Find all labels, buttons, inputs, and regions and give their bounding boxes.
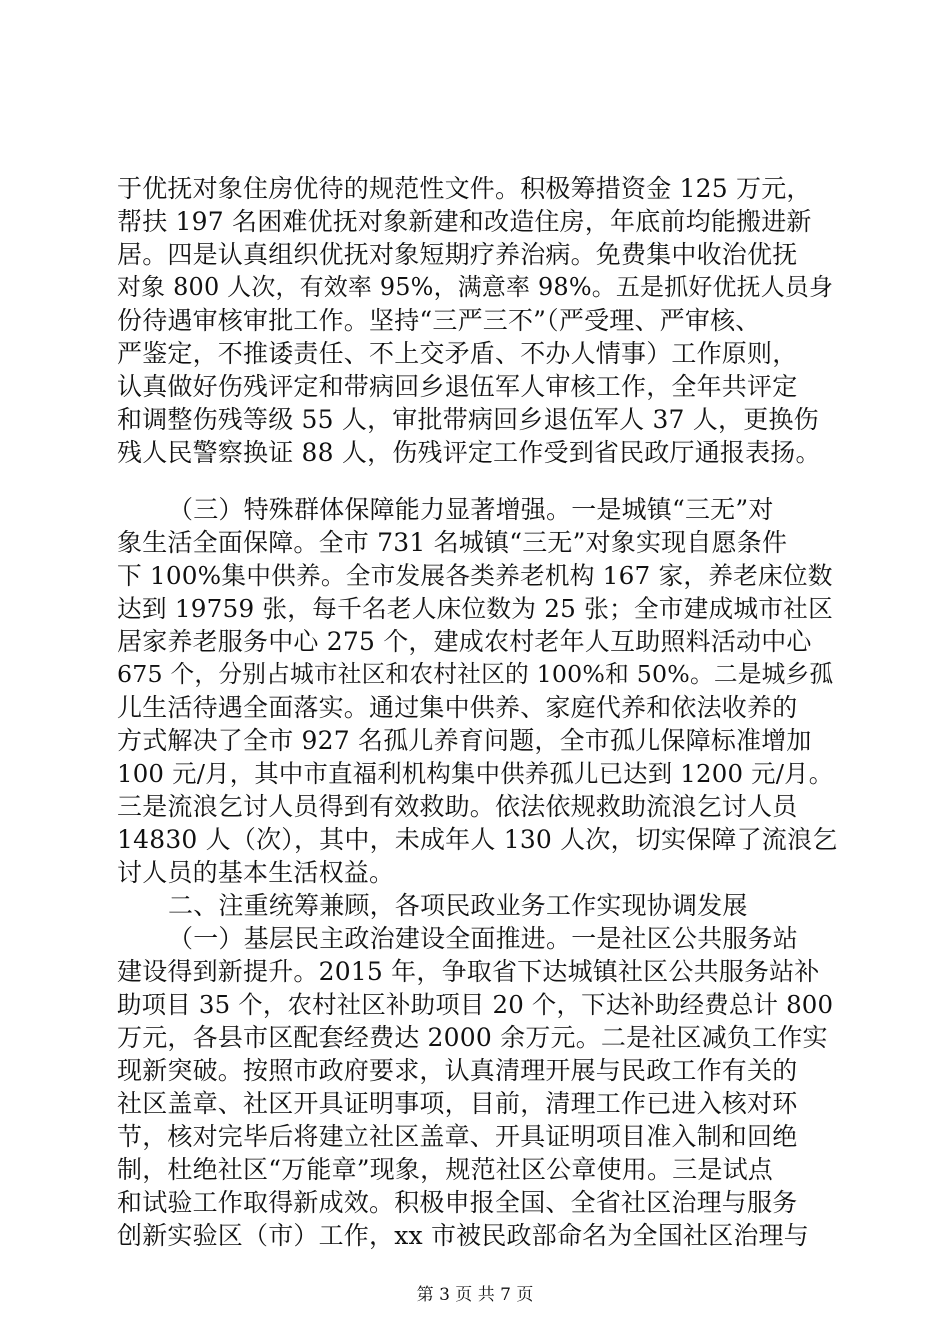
text-line: 创新实验区（市）工作，xx 市被民政部命名为全国社区治理与: [117, 1221, 809, 1250]
text-line: 675 个，分别占城市社区和农村社区的 100%和 50%。二是城乡孤: [117, 660, 834, 688]
text-line: 讨人员的基本生活权益。: [117, 858, 395, 887]
section-heading: 二、注重统筹兼顾，各项民政业务工作实现协调发展: [168, 891, 748, 920]
text-line: 100 元/月，其中市直福利机构集中供养孤儿已达到 1200 元/月。: [117, 759, 834, 788]
text-line: 三是流浪乞讨人员得到有效救助。依法依规救助流浪乞讨人员: [117, 792, 798, 821]
text-line: 象生活全面保障。全市 731 名城镇“三无”对象实现自愿条件: [117, 528, 788, 557]
text-line: 认真做好伤残评定和带病回乡退伍军人审核工作，全年共评定: [117, 372, 798, 401]
text-line: 居家养老服务中心 275 个，建成农村老年人互助照料活动中心: [117, 627, 812, 656]
text-line: 帮扶 197 名困难优抚对象新建和改造住房，年底前均能搬进新: [117, 207, 812, 236]
text-line: 社区盖章、社区开具证明事项，目前，清理工作已进入核对环: [117, 1089, 798, 1118]
text-line: 残人民警察换证 88 人，伤残评定工作受到省民政厅通报表扬。: [117, 438, 821, 467]
text-line: 14830 人（次），其中，未成年人 130 人次，切实保障了流浪乞: [117, 825, 838, 854]
page-number-footer: 第 3 页 共 7 页: [416, 1285, 534, 1305]
text-line: 制，杜绝社区“万能章”现象，规范社区公章使用。三是试点: [117, 1155, 773, 1184]
text-line: 严鉴定，不推诿责任、不上交矛盾、不办人情事）工作原则，: [117, 339, 798, 368]
text-line: 达到 19759 张，每千名老人床位数为 25 张；全市建成城市社区: [117, 594, 833, 623]
text-line: 方式解决了全市 927 名孤儿养育问题，全市孤儿保障标准增加: [117, 726, 812, 755]
text-line: 于优抚对象住房优待的规范性文件。积极筹措资金 125 万元，: [117, 174, 812, 203]
text-line: 万元，各县市区配套经费达 2000 余万元。二是社区减负工作实: [117, 1023, 828, 1052]
text-line: 和调整伤残等级 55 人，审批带病回乡退伍军人 37 人，更换伤: [117, 405, 819, 434]
text-line: 居。四是认真组织优抚对象短期疗养治病。免费集中收治优抚: [117, 240, 798, 269]
text-line: 建设得到新提升。2015 年，争取省下达城镇社区公共服务站补: [117, 957, 820, 986]
text-line: 和试验工作取得新成效。积极申报全国、全省社区治理与服务: [117, 1188, 798, 1217]
text-line: 下 100%集中供养。全市发展各类养老机构 167 家，养老床位数: [117, 561, 833, 590]
text-line: 现新突破。按照市政府要求，认真清理开展与民政工作有关的: [117, 1056, 798, 1085]
text-line: 儿生活待遇全面落实。通过集中供养、家庭代养和依法收养的: [117, 693, 798, 722]
text-line: 节，核对完毕后将建立社区盖章、开具证明项目准入制和回绝: [117, 1122, 798, 1151]
text-line: 对象 800 人次，有效率 95%，满意率 98%。五是抓好优抚人员身: [117, 273, 834, 301]
paragraph-start-line: （三）特殊群体保障能力显著增强。一是城镇“三无”对: [168, 495, 774, 524]
text-line: 助项目 35 个，农村社区补助项目 20 个，下达补助经费总计 800: [117, 990, 834, 1019]
paragraph-start-line: （一）基层民主政治建设全面推进。一是社区公共服务站: [168, 924, 799, 953]
text-line: 份待遇审核审批工作。坚持“三严三不”（严受理、严审核、: [117, 306, 761, 335]
